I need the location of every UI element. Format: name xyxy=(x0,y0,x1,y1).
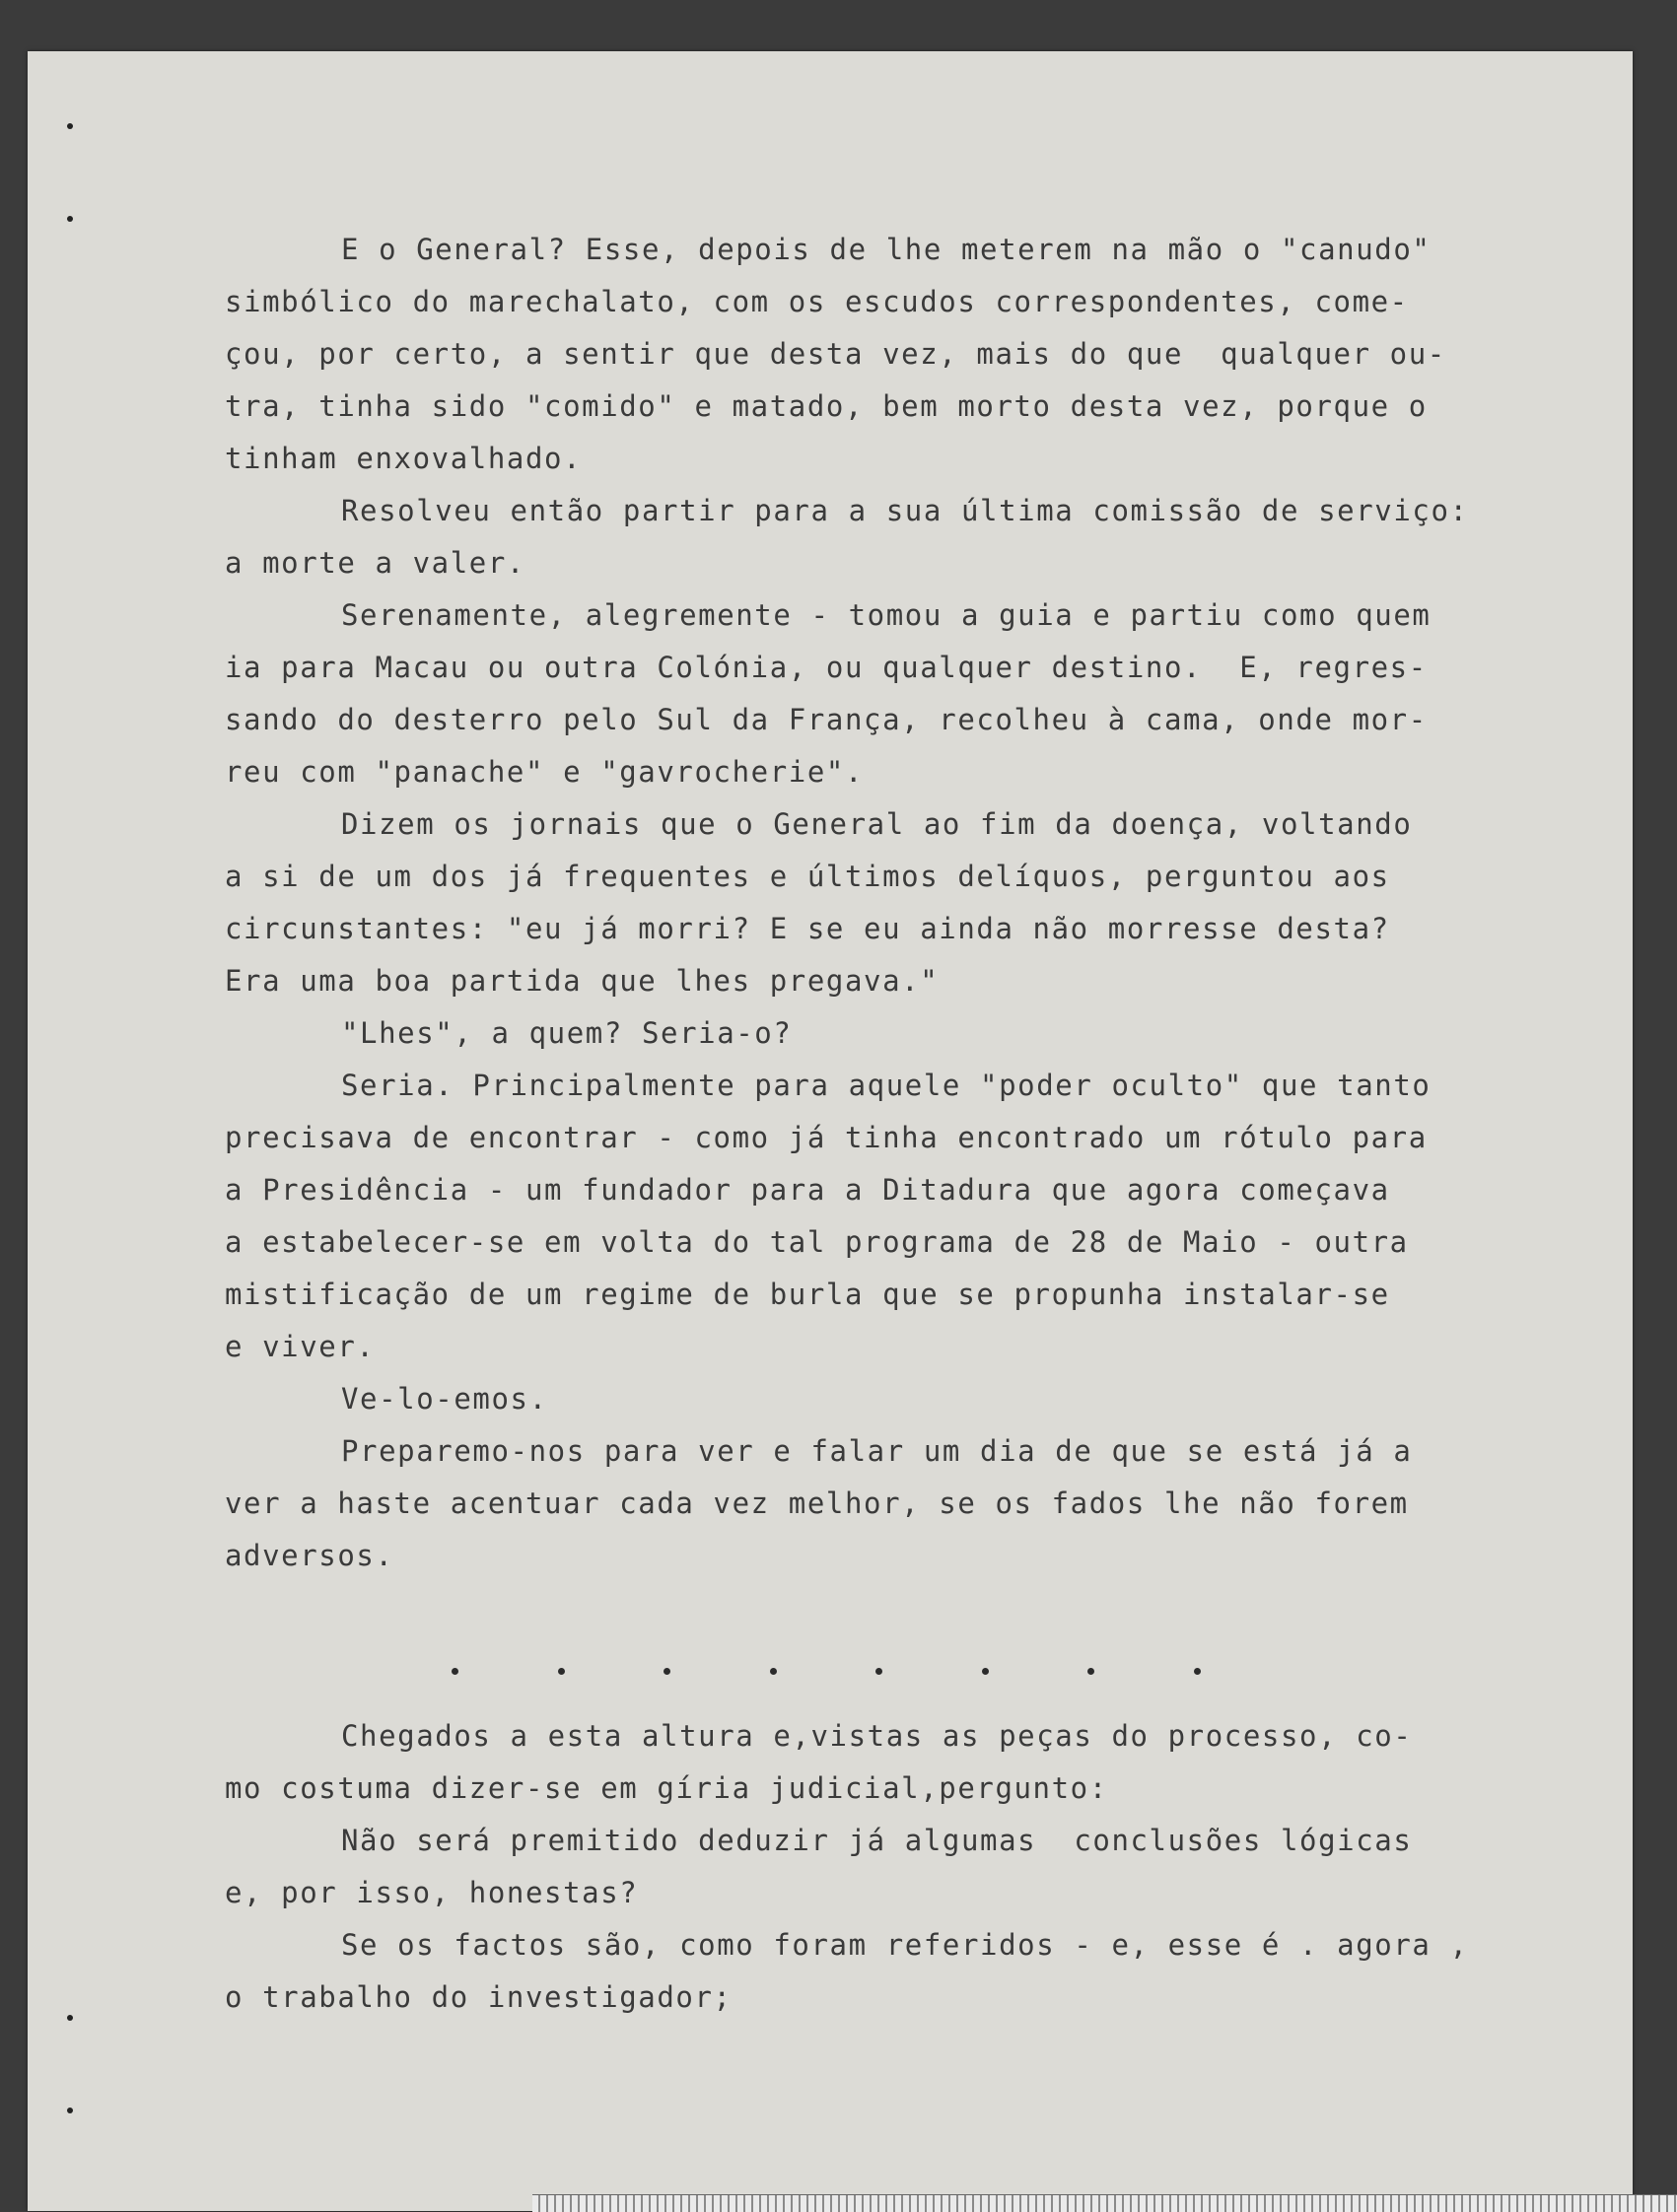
text-line: a estabelecer-se em volta do tal programa de 28 de Maio - outra xyxy=(225,1225,1409,1259)
separator-dot xyxy=(452,1668,458,1675)
document-page xyxy=(28,51,1633,2211)
text-line: Dizem os jornais que o General ao fim da doença, voltando xyxy=(341,807,1413,841)
text-line: Era uma boa partida que lhes pregava." xyxy=(225,964,940,998)
text-line: e viver. xyxy=(225,1330,376,1363)
separator-dot xyxy=(1087,1668,1094,1675)
text-line: a morte a valer. xyxy=(225,546,525,580)
text-line: Serenamente, alegremente - tomou a guia e partiu como quem xyxy=(341,598,1432,632)
separator-dot xyxy=(875,1668,882,1675)
text-line: o trabalho do investigador; xyxy=(225,1980,733,2014)
text-line: Ve-lo-emos. xyxy=(341,1382,548,1416)
dot-separator xyxy=(452,1668,1201,1675)
text-line: sando do desterro pelo Sul da França, recolheu à cama, onde mor- xyxy=(225,703,1428,736)
text-line: Não será premitido deduzir já algumas conclusões lógicas xyxy=(341,1824,1413,1857)
margin-dot xyxy=(67,2015,73,2021)
text-line: Preparemo-nos para ver e falar um dia de que se está já a xyxy=(341,1434,1413,1468)
text-line: a Presidência - um fundador para a Ditadura que agora começava xyxy=(225,1173,1390,1207)
text-line: Seria. Principalmente para aquele "poder oculto" que tanto xyxy=(341,1069,1432,1102)
separator-dot xyxy=(982,1668,989,1675)
separator-dot xyxy=(770,1668,777,1675)
separator-dot xyxy=(558,1668,565,1675)
scan-scale-bar xyxy=(532,2194,1677,2212)
text-line: circunstantes: "eu já morri? E se eu ainda não morresse desta? xyxy=(225,912,1390,945)
margin-dot xyxy=(67,2108,73,2113)
text-line: Se os factos são, como foram referidos - e, esse é . agora , xyxy=(341,1928,1469,1962)
text-line: tinham enxovalhado. xyxy=(225,442,583,475)
text-line: adversos. xyxy=(225,1539,394,1572)
text-line: E o General? Esse, depois de lhe meterem na mão o "canudo" xyxy=(341,233,1432,266)
text-line: mo costuma dizer-se em gíria judicial,pergunto: xyxy=(225,1771,1108,1805)
margin-dot xyxy=(67,216,73,222)
separator-dot xyxy=(664,1668,670,1675)
text-line: precisava de encontrar - como já tinha encontrado um rótulo para xyxy=(225,1121,1428,1154)
text-line: ver a haste acentuar cada vez melhor, se os fados lhe não forem xyxy=(225,1486,1409,1520)
text-line: Resolveu então partir para a sua última comissão de serviço: xyxy=(341,494,1469,527)
text-line: simbólico do marechalato, com os escudos correspondentes, come- xyxy=(225,285,1409,318)
text-line: tra, tinha sido "comido" e matado, bem morto desta vez, porque o xyxy=(225,389,1428,423)
text-line: "Lhes", a quem? Seria-o? xyxy=(341,1016,793,1050)
text-line: a si de um dos já frequentes e últimos delíquos, perguntou aos xyxy=(225,860,1390,893)
separator-dot xyxy=(1194,1668,1201,1675)
text-line: Chegados a esta altura e,vistas as peças do processo, co- xyxy=(341,1719,1413,1753)
text-line: mistificação de um regime de burla que se propunha instalar-se xyxy=(225,1278,1390,1311)
margin-dot xyxy=(67,123,73,129)
text-line: çou, por certo, a sentir que desta vez, mais do que qualquer ou- xyxy=(225,337,1446,371)
text-line: e, por isso, honestas? xyxy=(225,1876,639,1909)
text-line: ia para Macau ou outra Colónia, ou qualquer destino. E, regres- xyxy=(225,651,1428,684)
text-line: reu com "panache" e "gavrocherie". xyxy=(225,755,865,789)
